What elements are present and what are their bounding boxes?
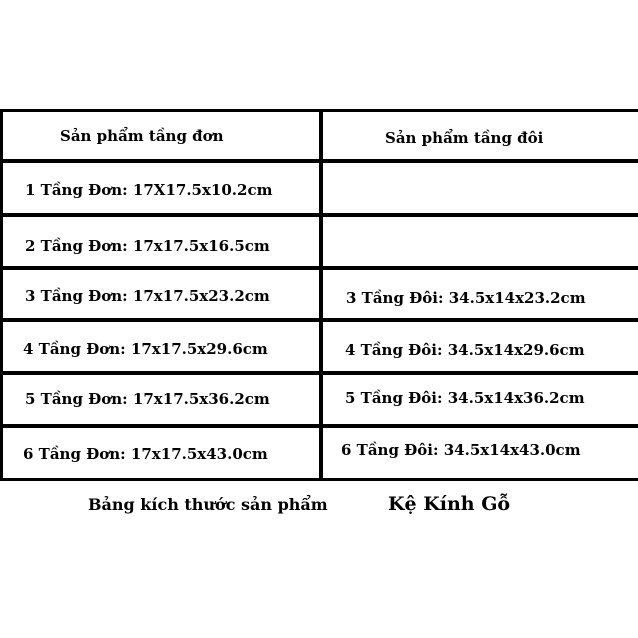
table-caption: Bảng kích thước sản phẩm bbox=[88, 495, 328, 514]
cell-double-row-4: 4 Tầng Đôi: 34.5x14x29.6cm bbox=[345, 341, 585, 359]
cell-double-row-6: 6 Tầng Đôi: 34.5x14x43.0cm bbox=[341, 441, 581, 459]
cell-single-row-3: 3 Tầng Đơn: 17x17.5x23.2cm bbox=[25, 287, 270, 305]
cell-single-row-2: 2 Tầng Đơn: 17x17.5x16.5cm bbox=[25, 237, 270, 255]
cell-double-row-5: 5 Tầng Đôi: 34.5x14x36.2cm bbox=[345, 389, 585, 407]
header-single: Sản phẩm tầng đơn bbox=[60, 127, 224, 145]
cell-single-row-4: 4 Tầng Đơn: 17x17.5x29.6cm bbox=[23, 340, 268, 358]
column-divider bbox=[319, 112, 323, 478]
size-table bbox=[0, 109, 638, 481]
cell-double-row-3: 3 Tầng Đôi: 34.5x14x23.2cm bbox=[346, 289, 586, 307]
cell-single-row-6: 6 Tầng Đơn: 17x17.5x43.0cm bbox=[23, 445, 268, 463]
cell-single-row-5: 5 Tầng Đơn: 17x17.5x36.2cm bbox=[25, 390, 270, 408]
product-name: Kệ Kính Gỗ bbox=[388, 493, 511, 515]
cell-single-row-1: 1 Tầng Đơn: 17X17.5x10.2cm bbox=[25, 181, 273, 199]
header-double: Sản phẩm tầng đôi bbox=[385, 129, 544, 147]
